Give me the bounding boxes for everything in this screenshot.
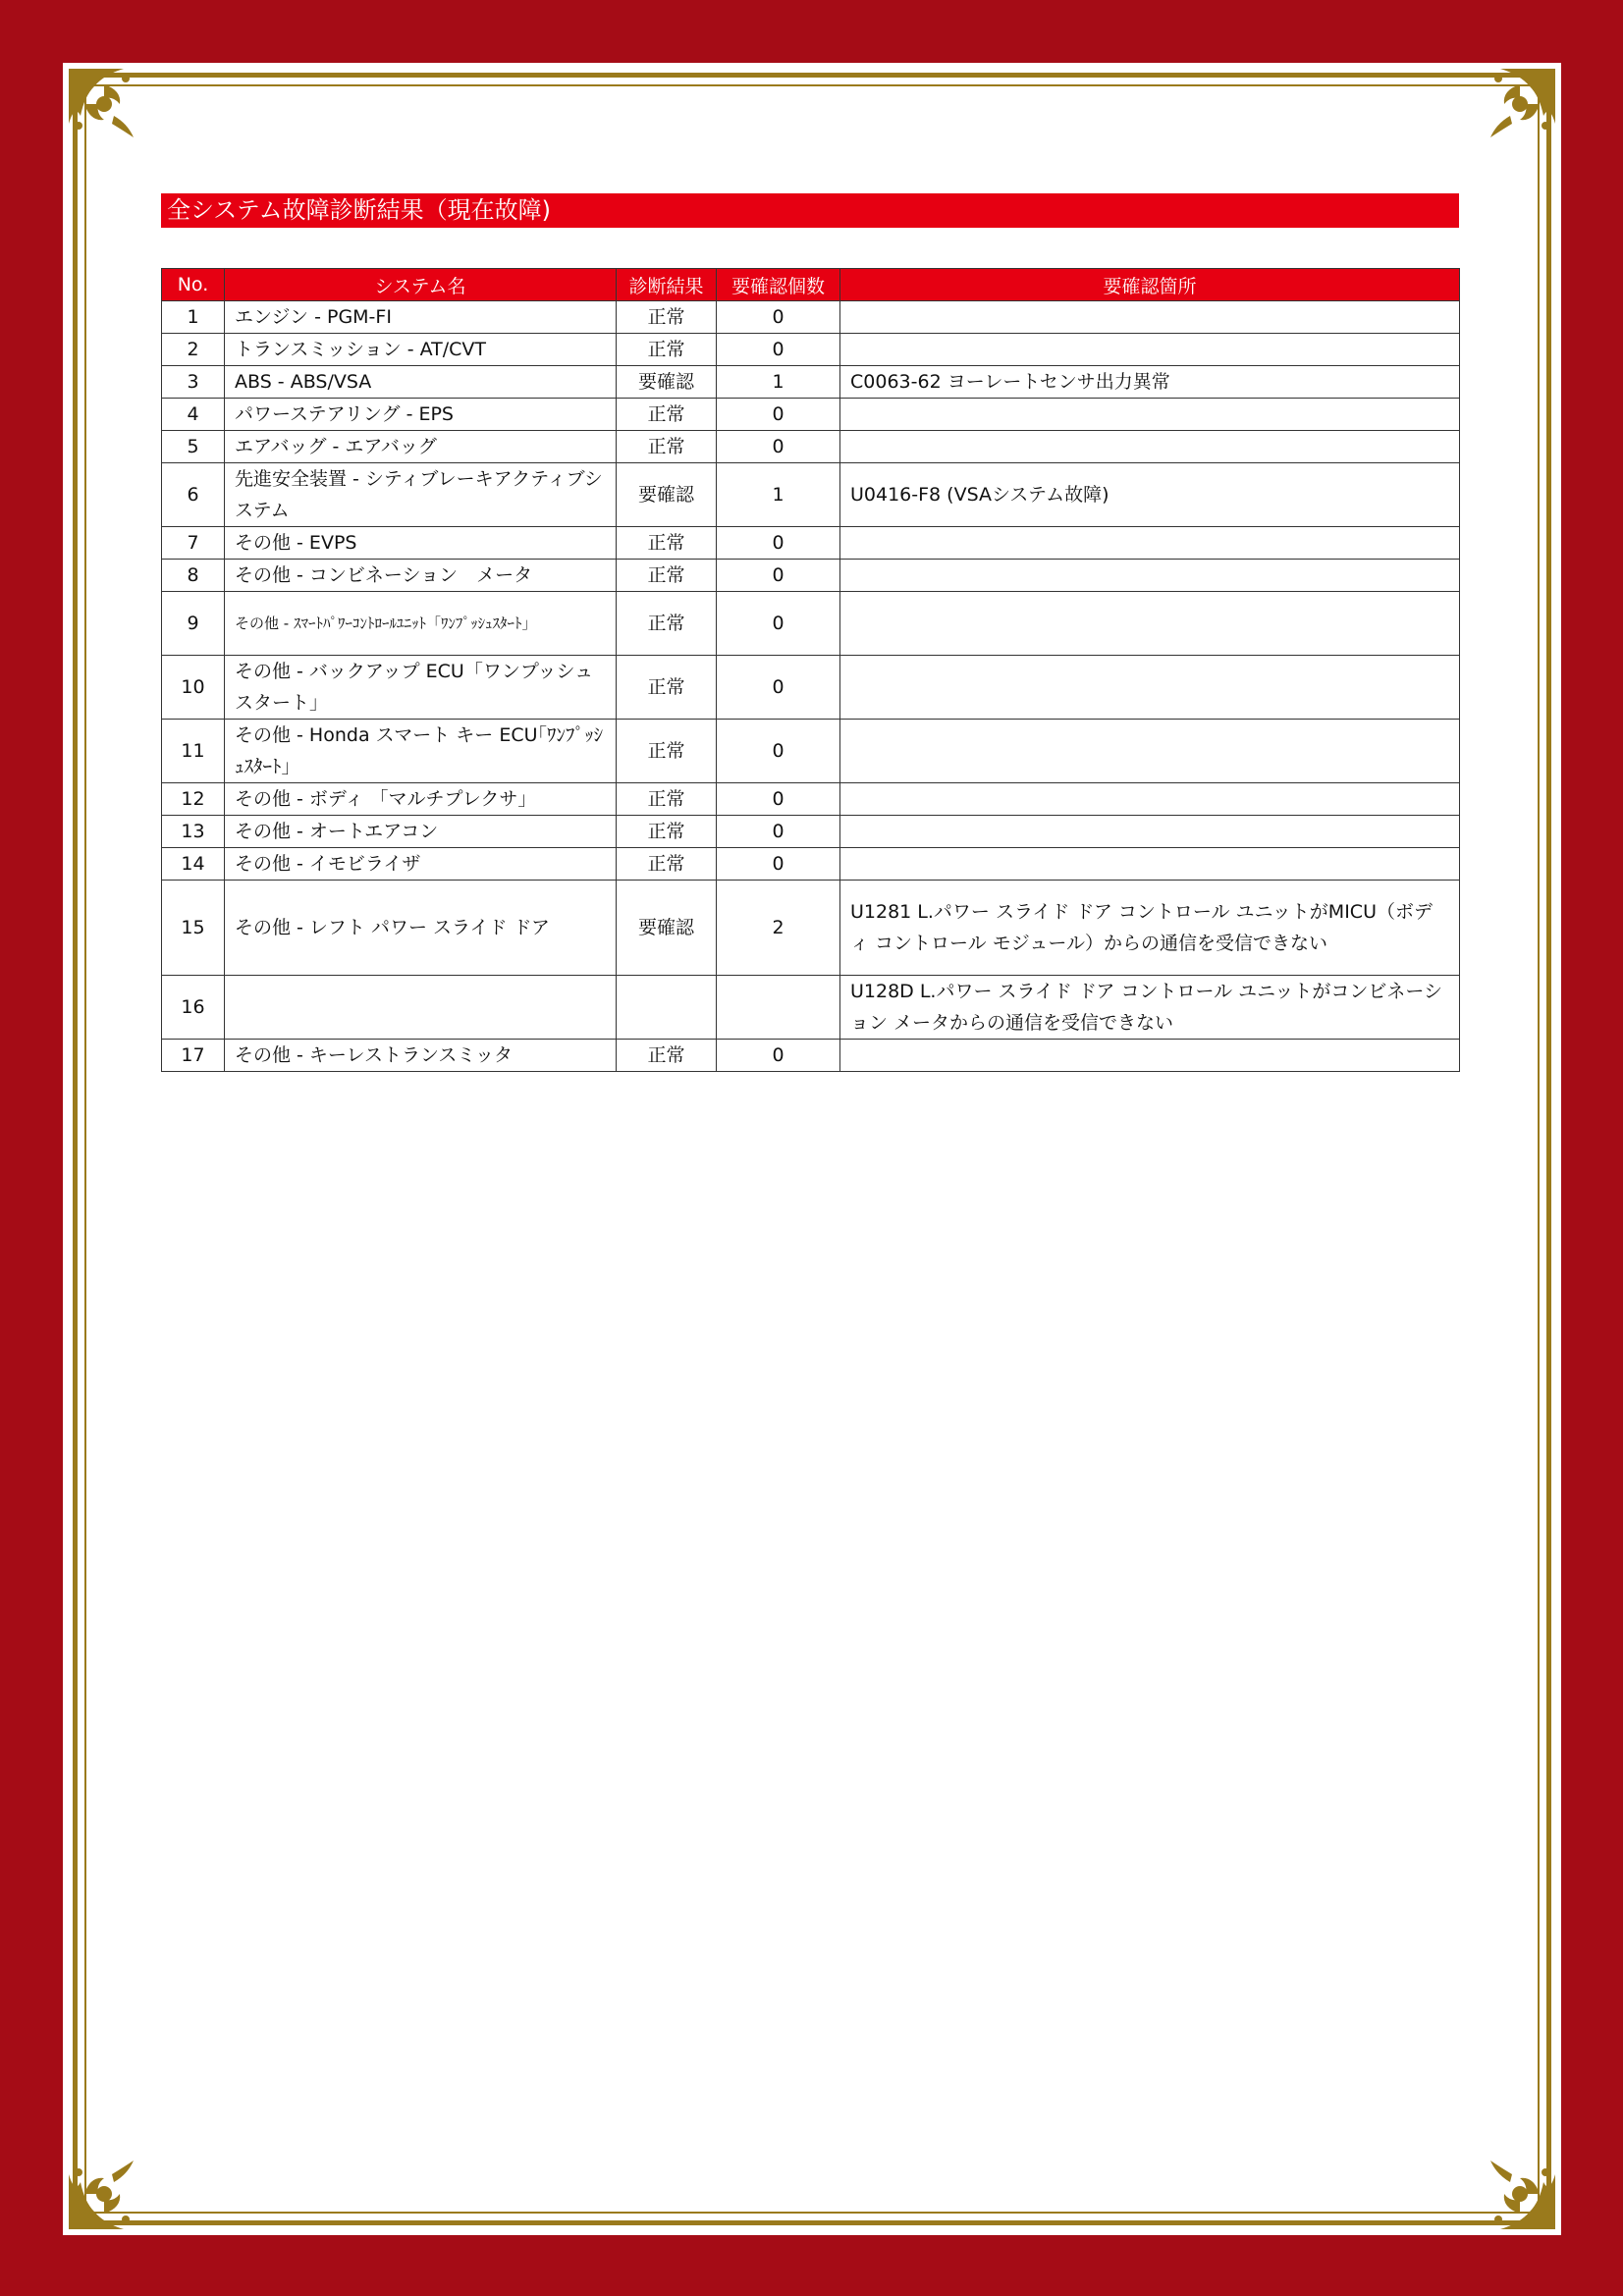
cell-count	[717, 976, 840, 1040]
page-title: 全システム故障診断結果（現在故障)	[161, 193, 1459, 228]
cell-system: パワーステアリング - EPS	[225, 399, 617, 431]
cell-count: 0	[717, 816, 840, 848]
cell-no: 16	[162, 976, 225, 1040]
cell-no: 5	[162, 431, 225, 463]
cell-system: その他 - レフト パワー スライド ドア	[225, 881, 617, 976]
cell-no: 7	[162, 527, 225, 560]
table-row	[162, 366, 1460, 399]
cell-no: 12	[162, 783, 225, 816]
table-row	[162, 334, 1460, 366]
cell-count: 1	[717, 463, 840, 527]
cell-result: 正常	[617, 848, 717, 881]
cell-result: 正常	[617, 656, 717, 720]
cell-system: その他 - バックアップ ECU「ワンプッシュスタート」	[225, 656, 617, 720]
cell-location	[840, 1040, 1460, 1072]
cell-location	[840, 720, 1460, 783]
cell-result: 正常	[617, 816, 717, 848]
cell-count: 0	[717, 783, 840, 816]
cell-system	[225, 976, 617, 1040]
cell-location	[840, 334, 1460, 366]
cell-result: 正常	[617, 334, 717, 366]
cell-system: エンジン - PGM-FI	[225, 301, 617, 334]
table-row	[162, 881, 1460, 976]
header-result: 診断結果	[617, 269, 717, 301]
cell-count: 2	[717, 881, 840, 976]
table-row	[162, 431, 1460, 463]
ornament-corner-icon	[65, 2143, 155, 2233]
table-row	[162, 816, 1460, 848]
header-system: システム名	[225, 269, 617, 301]
cell-location	[840, 399, 1460, 431]
cell-result: 正常	[617, 560, 717, 592]
cell-result: 正常	[617, 720, 717, 783]
cell-location: U128D L.パワー スライド ドア コントロール ユニットがコンビネーション メータからの通信を受信できない	[840, 976, 1460, 1040]
cell-system: その他 - コンビネーション メータ	[225, 560, 617, 592]
cell-count: 0	[717, 334, 840, 366]
cell-result: 正常	[617, 431, 717, 463]
cell-no: 10	[162, 656, 225, 720]
table-row	[162, 560, 1460, 592]
cell-location	[840, 783, 1460, 816]
ornament-corner-icon	[1469, 2143, 1559, 2233]
table-row	[162, 399, 1460, 431]
cell-count: 1	[717, 366, 840, 399]
cell-count: 0	[717, 1040, 840, 1072]
cell-result: 正常	[617, 592, 717, 656]
cell-count: 0	[717, 431, 840, 463]
cell-system: エアバッグ - エアバッグ	[225, 431, 617, 463]
table-row	[162, 976, 1460, 1040]
cell-no: 15	[162, 881, 225, 976]
table-header-row	[162, 269, 1460, 301]
cell-count: 0	[717, 399, 840, 431]
table-row	[162, 1040, 1460, 1072]
cell-system: その他 - キーレストランスミッタ	[225, 1040, 617, 1072]
ornament-corner-icon	[1469, 65, 1559, 155]
header-count: 要確認個数	[717, 269, 840, 301]
header-no: No.	[162, 269, 225, 301]
table-row	[162, 463, 1460, 527]
table-row	[162, 720, 1460, 783]
cell-result: 正常	[617, 1040, 717, 1072]
cell-no: 6	[162, 463, 225, 527]
cell-no: 11	[162, 720, 225, 783]
table-row	[162, 301, 1460, 334]
table-row	[162, 848, 1460, 881]
cell-result: 要確認	[617, 366, 717, 399]
cell-location	[840, 527, 1460, 560]
cell-no: 13	[162, 816, 225, 848]
cell-location	[840, 431, 1460, 463]
table-row	[162, 527, 1460, 560]
cell-count: 0	[717, 592, 840, 656]
cell-result	[617, 976, 717, 1040]
ornament-corner-icon	[65, 65, 155, 155]
cell-system: その他 - イモビライザ	[225, 848, 617, 881]
cell-no: 9	[162, 592, 225, 656]
cell-location: C0063-62 ヨーレートセンサ出力異常	[840, 366, 1460, 399]
table-row	[162, 592, 1460, 656]
cell-result: 正常	[617, 399, 717, 431]
table-row	[162, 656, 1460, 720]
cell-system: 先進安全装置 - シティブレーキアクティブシステム	[225, 463, 617, 527]
cell-location	[840, 656, 1460, 720]
cell-system: その他 - オートエアコン	[225, 816, 617, 848]
cell-count: 0	[717, 301, 840, 334]
cell-location	[840, 560, 1460, 592]
cell-no: 4	[162, 399, 225, 431]
cell-result: 正常	[617, 783, 717, 816]
cell-result: 要確認	[617, 881, 717, 976]
report-sheet	[63, 63, 1561, 2235]
cell-system: ABS - ABS/VSA	[225, 366, 617, 399]
cell-system: その他 - EVPS	[225, 527, 617, 560]
cell-no: 17	[162, 1040, 225, 1072]
cell-count: 0	[717, 656, 840, 720]
cell-no: 8	[162, 560, 225, 592]
header-location: 要確認箇所	[840, 269, 1460, 301]
cell-no: 14	[162, 848, 225, 881]
cell-location: U1281 L.パワー スライド ドア コントロール ユニットがMICU（ボディ コントロール モジュール）からの通信を受信できない	[840, 881, 1460, 976]
cell-system: トランスミッション - AT/CVT	[225, 334, 617, 366]
cell-system: その他 - Honda スマート キー ECU｢ﾜﾝﾌﾟｯｼｭｽﾀｰﾄ｣	[225, 720, 617, 783]
cell-count: 0	[717, 560, 840, 592]
cell-location	[840, 592, 1460, 656]
cell-result: 要確認	[617, 463, 717, 527]
cell-count: 0	[717, 527, 840, 560]
cell-result: 正常	[617, 301, 717, 334]
cell-count: 0	[717, 848, 840, 881]
cell-location	[840, 816, 1460, 848]
cell-no: 3	[162, 366, 225, 399]
cell-result: 正常	[617, 527, 717, 560]
cell-no: 1	[162, 301, 225, 334]
cell-no: 2	[162, 334, 225, 366]
cell-system: その他 - ｽﾏｰﾄﾊﾟﾜｰｺﾝﾄﾛｰﾙﾕﾆｯﾄ「ﾜﾝﾌﾟｯｼｭｽﾀｰﾄ」	[225, 592, 617, 656]
diagnosis-table	[161, 268, 1460, 1072]
cell-location	[840, 301, 1460, 334]
cell-system: その他 - ボディ 「マルチプレクサ」	[225, 783, 617, 816]
table-row	[162, 783, 1460, 816]
cell-location	[840, 848, 1460, 881]
cell-count: 0	[717, 720, 840, 783]
cell-location: U0416-F8 (VSAシステム故障)	[840, 463, 1460, 527]
